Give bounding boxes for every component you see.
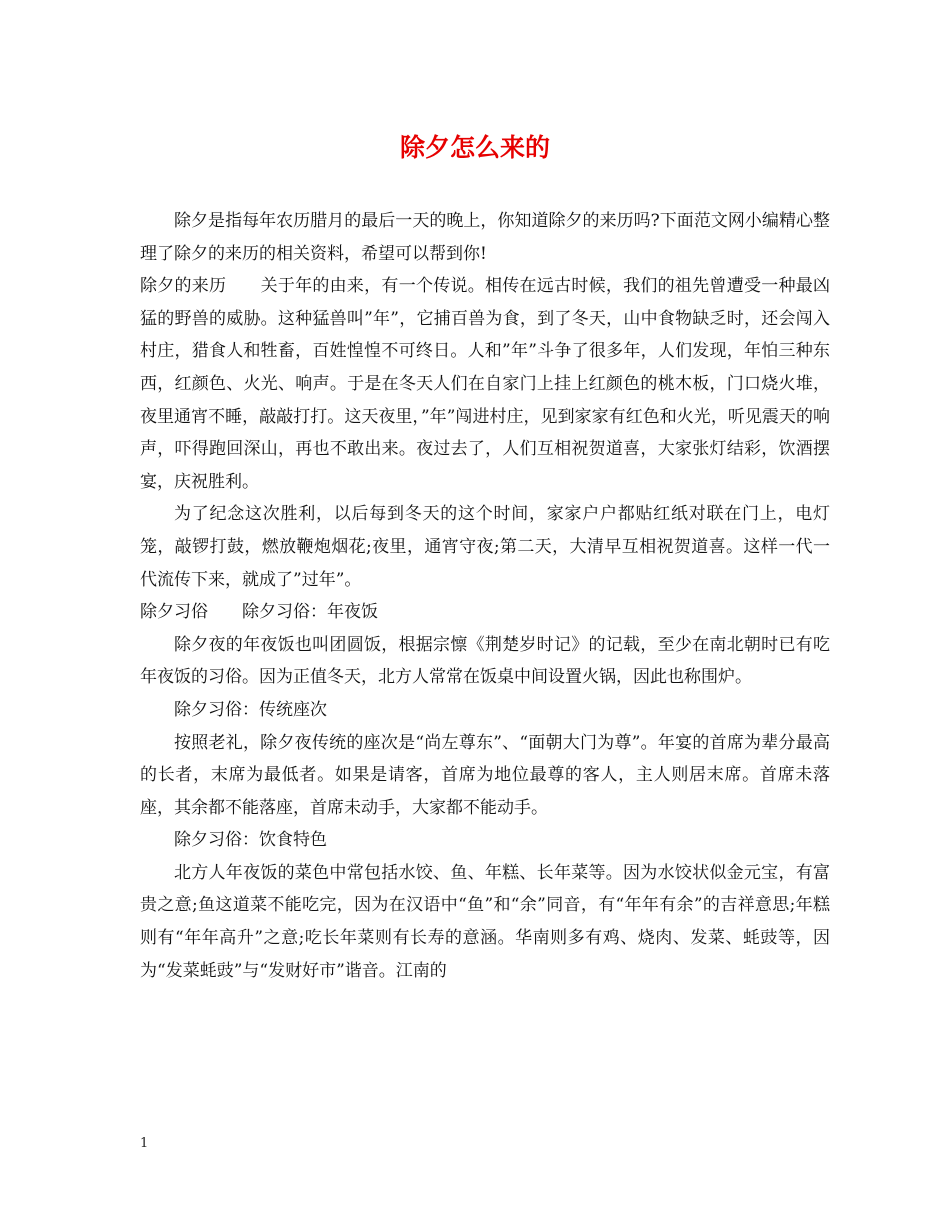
- page-number: 1: [140, 1136, 149, 1151]
- customs-heading-line: [140, 596, 830, 629]
- commemorate-paragraph: 为了纪念这次胜利，以后每到冬天的这个时间，家家户户都贴红纸对联在门上，电灯笼，敲锣打鼓，燃放鞭炮烟花;夜里，通宵守夜;第二天，大清早互相祝贺道喜。这样一代一代流传下来，就成了”过年”。: [140, 504, 830, 590]
- custom2-paragraph: 按照老礼，除夕夜传统的座次是“尚左尊东”、“面朝大门为尊”。年宴的首席为辈分最高的长者，末席为最低者。如果是请客，首席为地位最尊的客人，主人则居末席。首席未落座，其余都不能落座，首席未动手，大家都不能动手。: [140, 732, 830, 818]
- intro-paragraph: 除夕是指每年农历腊月的最后一天的晚上，你知道除夕的来历吗?下面范文网小编精心整理了除夕的来历的相关资料，希望可以帮到你!: [140, 211, 830, 264]
- origin-text: 关于年的由来，有一个传说。相传在远古时候，我们的祖先曾遭受一种最凶猛的野兽的威胁。这种猛兽叫”年”，它捕百兽为食，到了冬天，山中食物缺乏时，还会闯入村庄，猎食人和牲畜，百姓惶惶不可终日。人和”年”斗争了很多年，人们发现，年怕三种东西，红颜色、火光、响声。于是在冬天人们在自家门上挂上红颜色的桃木板，门口烧火堆，夜里通宵不睡，敲敲打打。这天夜里，”年”闯进村庄，见到家家有红色和火光，听见震天的响声，吓得跑回深山，再也不敢出来。夜过去了，人们互相祝贺道喜，大家张灯结彩，饮酒摆宴，庆祝胜利。: [140, 276, 831, 492]
- origin-paragraph: [140, 270, 830, 498]
- custom2-heading: 除夕习俗：传统座次: [174, 699, 327, 720]
- custom3-paragraph: 北方人年夜饭的菜色中常包括水饺、鱼、年糕、长年菜等。因为水饺状似金元宝，有富贵之意;鱼这道菜不能吃完，因为在汉语中“鱼”和“余”同音，有“年年有余”的吉祥意思;年糕则有“年年高升”之意;吃长年菜则有长寿的意涵。华南则多有鸡、烧肉、发菜、蚝豉等，因为“发菜蚝豉”与“发财好市”谐音。江南的: [140, 862, 830, 981]
- custom3-heading: 除夕习俗：饮食特色: [174, 830, 327, 851]
- customs-heading: 除夕习俗: [140, 602, 208, 623]
- origin-heading: 除夕的来历: [140, 276, 227, 297]
- document-body: [140, 205, 830, 987]
- custom1-paragraph: 除夕夜的年夜饭也叫团圆饭，根据宗懔《荆楚岁时记》的记载，至少在南北朝时已有吃年夜饭的习俗。因为正值冬天，北方人常常在饭桌中间设置火锅，因此也称围炉。: [140, 634, 830, 688]
- document-title: 除夕怎么来的: [399, 133, 550, 162]
- custom1-heading: 除夕习俗：年夜饭: [242, 602, 378, 623]
